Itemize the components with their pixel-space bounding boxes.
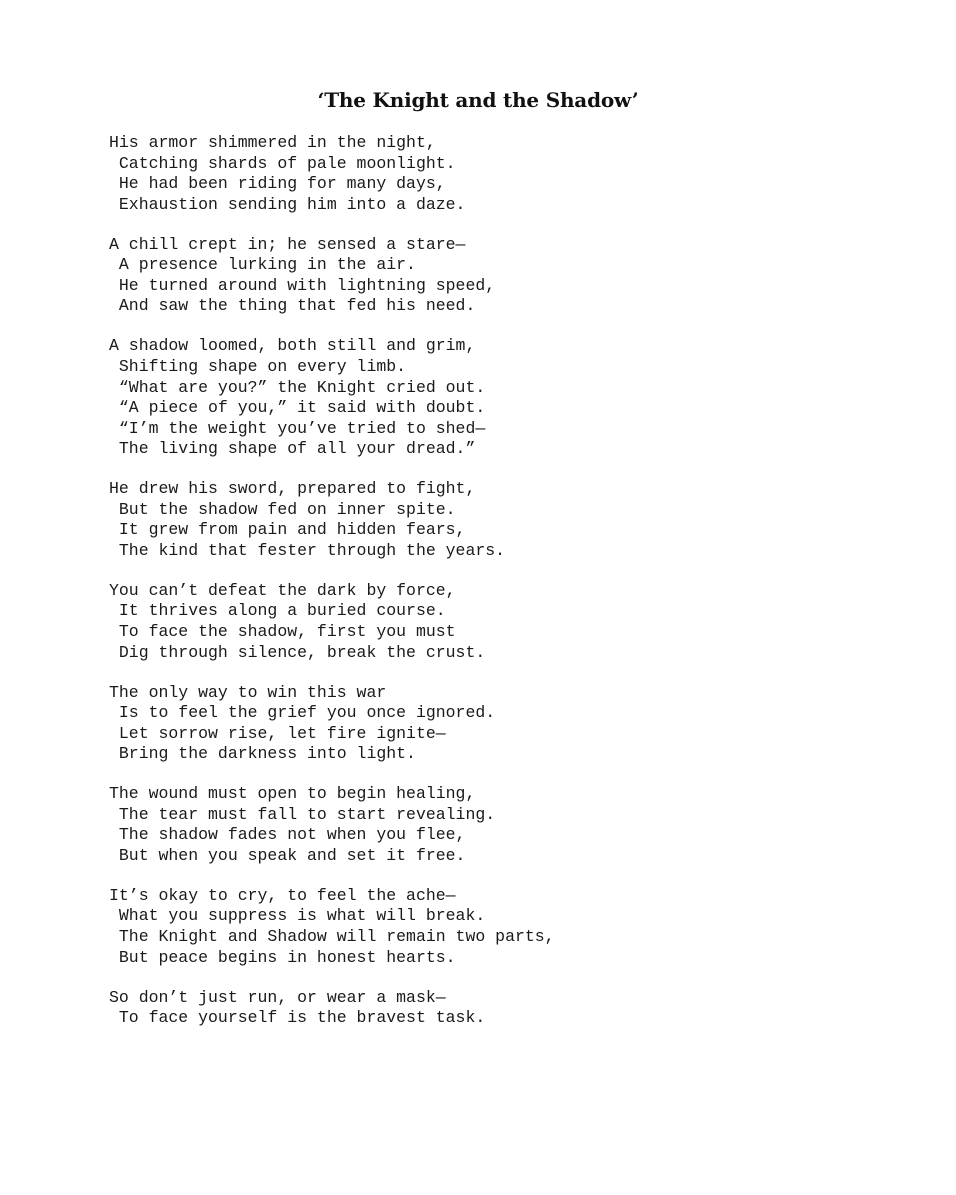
poem-line: A presence lurking in the air. — [109, 255, 416, 275]
poem-line: But peace begins in honest hearts. — [109, 947, 456, 967]
poem-line: The tear must fall to start revealing. — [109, 804, 496, 824]
poem-line: The Knight and Shadow will remain two parts, — [109, 927, 555, 947]
poem-line: Let sorrow rise, let fire ignite— — [109, 723, 446, 743]
poem-line: The kind that fester through the years. — [109, 540, 506, 560]
poem-title: ‘The Knight and the Shadow’ — [317, 88, 639, 112]
poem-line: What you suppress is what will break. — [109, 906, 486, 926]
poem-line: A chill crept in; he sensed a stare— — [109, 234, 466, 254]
poem-line: The wound must open to begin healing, — [109, 784, 476, 804]
stanza-4 — [109, 479, 929, 561]
poem-line: The only way to win this war — [109, 682, 387, 702]
poem-line: So don’t just run, or wear a mask— — [109, 987, 446, 1007]
poem-line: To face yourself is the bravest task. — [109, 1008, 486, 1028]
poem-body — [109, 133, 929, 1048]
poem-line: Shifting shape on every limb. — [109, 356, 407, 376]
poem-line: Exhaustion sending him into a daze. — [109, 194, 466, 214]
poem-line: It thrives along a buried course. — [109, 601, 446, 621]
poem-line: The shadow fades not when you flee, — [109, 825, 466, 845]
stanza-1 — [109, 133, 929, 215]
poem-line: “I’m the weight you’ve tried to shed— — [109, 418, 486, 438]
poem-line: Is to feel the grief you once ignored. — [109, 703, 496, 723]
poem-line: He had been riding for many days, — [109, 174, 446, 194]
stanza-3 — [109, 336, 929, 460]
poem-line: You can’t defeat the dark by force, — [109, 580, 456, 600]
poem-line: A shadow loomed, both still and grim, — [109, 336, 476, 356]
poem-line: It’s okay to cry, to feel the ache— — [109, 885, 456, 905]
poem-line: But when you speak and set it free. — [109, 846, 466, 865]
poem-line: To face the shadow, first you must — [109, 622, 456, 642]
poem-line: And saw the thing that fed his need. — [109, 296, 476, 316]
stanza-8 — [109, 886, 929, 968]
stanza-5 — [109, 581, 929, 663]
stanza-2 — [109, 235, 929, 317]
poem-line: “What are you?” the Knight cried out. — [109, 377, 486, 397]
poem-line: His armor shimmered in the night, — [109, 133, 436, 152]
poem-line: “A piece of you,” it said with doubt. — [109, 398, 486, 418]
poem-line: He drew his sword, prepared to fight, — [109, 479, 476, 499]
poem-line: Catching shards of pale moonlight. — [109, 153, 456, 173]
stanza-7 — [109, 784, 929, 866]
stanza-9 — [109, 988, 929, 1029]
poem-line: The living shape of all your dread.” — [109, 439, 476, 459]
poem-line: But the shadow fed on inner spite. — [109, 499, 456, 519]
stanza-6 — [109, 683, 929, 765]
poem-line: Bring the darkness into light. — [109, 744, 416, 764]
poem-line: Dig through silence, break the crust. — [109, 642, 486, 662]
poem-line: He turned around with lightning speed, — [109, 275, 496, 295]
poem-line: It grew from pain and hidden fears, — [109, 520, 466, 540]
